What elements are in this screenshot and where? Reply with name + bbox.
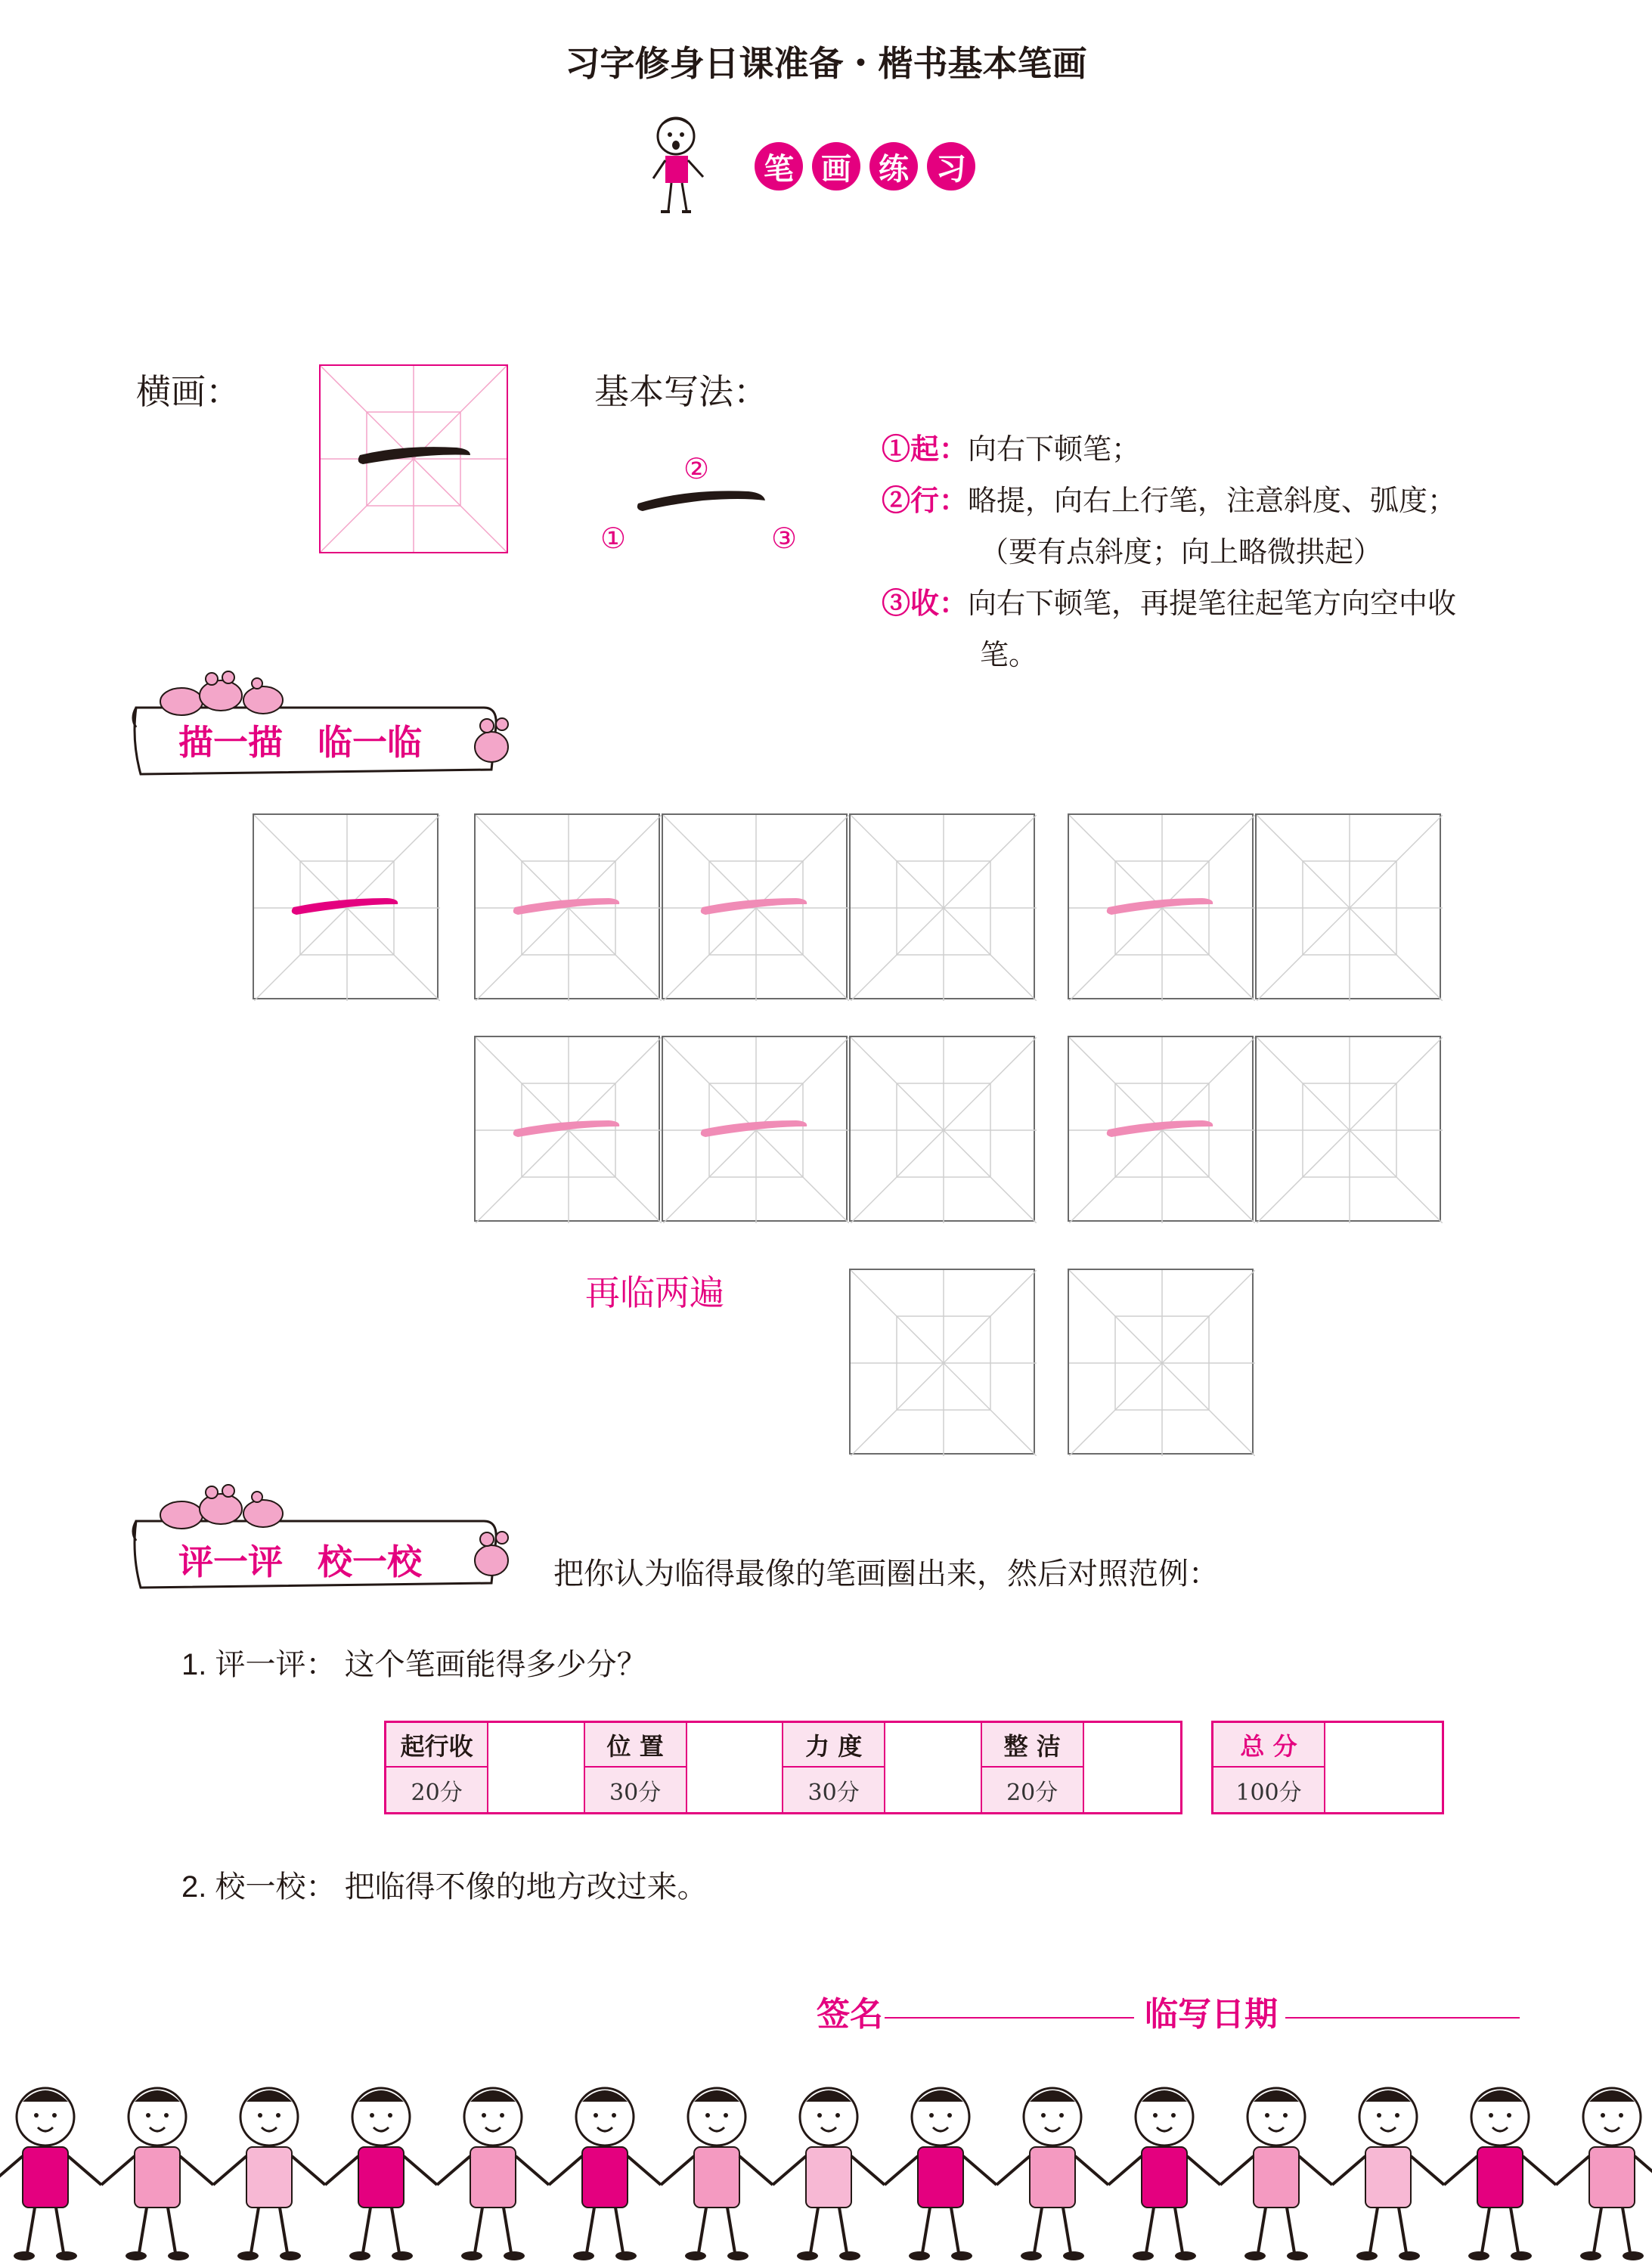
- section-title-evaluate: 评一评 校一校: [178, 1541, 422, 1582]
- score-criterion: 起行收 20分: [386, 1723, 488, 1812]
- tian-grid: [1069, 1037, 1255, 1223]
- tian-grid: [851, 1037, 1037, 1223]
- step-line: ③收：向右下顿笔，再提笔往起笔方向空中收: [882, 586, 1457, 620]
- step-line: ①起：向右下顿笔；: [882, 432, 1141, 466]
- method-label: 基本写法：: [594, 372, 768, 411]
- badge-char: 习: [927, 142, 975, 191]
- child-figure-icon: [213, 2088, 325, 2260]
- practice-box-trace[interactable]: [474, 1036, 660, 1222]
- section-badge: [755, 142, 975, 191]
- practice-box-solid[interactable]: [253, 813, 439, 999]
- horizontal-stroke-guide: [1107, 1120, 1213, 1137]
- tian-grid: [476, 1037, 662, 1223]
- step-line: （要有点斜度；向上略微拱起）: [980, 535, 1383, 569]
- document-title: 习字修身日课准备・楷书基本笔画: [565, 43, 1087, 84]
- tian-grid: [1069, 1270, 1255, 1456]
- score-input-cell[interactable]: [687, 1723, 783, 1812]
- child-figure-icon: [1444, 2088, 1556, 2260]
- horizontal-stroke-example: [358, 447, 470, 464]
- tian-grid: [1257, 815, 1443, 1001]
- section-title-trace: 描一描 临一临: [178, 722, 422, 763]
- child-figure-icon: [437, 2088, 549, 2260]
- practice-box-trace[interactable]: [662, 813, 848, 999]
- practice-box-trace[interactable]: [474, 813, 660, 999]
- stroke-marker-end: ③: [771, 523, 798, 555]
- stroke-label: 横画：: [136, 372, 240, 411]
- horizontal-stroke-guide: [513, 898, 619, 915]
- practice-box-trace[interactable]: [1068, 1036, 1254, 1222]
- practice-again-label: 再临两遍: [585, 1273, 724, 1312]
- children-border-decoration: [0, 2071, 1652, 2268]
- tian-grid: [663, 1037, 849, 1223]
- horizontal-stroke-guide: [1107, 898, 1213, 915]
- example-grid-box: [319, 364, 508, 553]
- tian-grid: [254, 815, 440, 1001]
- child-figure-icon: [101, 2088, 213, 2260]
- tian-grid: [851, 1270, 1037, 1456]
- practice-box-empty[interactable]: [1255, 813, 1441, 999]
- practice-box-empty[interactable]: [849, 1036, 1035, 1222]
- child-figure-icon: [549, 2088, 661, 2260]
- child-figure-icon: [773, 2088, 885, 2260]
- sign-label: 签名: [817, 1995, 883, 2034]
- child-figure-icon: [996, 2088, 1108, 2260]
- date-field[interactable]: [1285, 2017, 1520, 2019]
- practice-box-trace[interactable]: [1068, 813, 1254, 999]
- tian-grid: [1257, 1037, 1443, 1223]
- child-figure-icon: [1108, 2088, 1220, 2260]
- total-score-table: [1211, 1721, 1444, 1814]
- practice-box-empty[interactable]: [849, 813, 1035, 999]
- question-evaluate: 1. 评一评： 这个笔画能得多少分？: [181, 1648, 647, 1681]
- horizontal-stroke-guide: [701, 898, 807, 915]
- practice-box-empty[interactable]: [849, 1269, 1035, 1455]
- badge-char: 练: [869, 142, 918, 191]
- tian-grid: [663, 815, 849, 1001]
- horizontal-stroke-guide: [292, 898, 398, 915]
- badge-char: 画: [812, 142, 860, 191]
- score-criterion: 整 洁 20分: [982, 1723, 1084, 1812]
- total-input-cell[interactable]: [1325, 1723, 1442, 1812]
- score-table: [384, 1721, 1182, 1814]
- child-figure-icon: [0, 2088, 101, 2260]
- stroke-steps: [882, 423, 1532, 680]
- step-line: 笔。: [980, 638, 1038, 671]
- total-criterion: 总 分 100分: [1213, 1723, 1325, 1812]
- tian-grid: [1069, 815, 1255, 1001]
- example-grid-lines: [321, 366, 507, 552]
- score-input-cell[interactable]: [885, 1723, 981, 1812]
- practice-box-empty[interactable]: [1068, 1269, 1254, 1455]
- practice-box-trace[interactable]: [662, 1036, 848, 1222]
- child-figure-icon: [1556, 2088, 1652, 2260]
- child-figure-icon: [885, 2088, 996, 2260]
- badge-char: 笔: [755, 142, 803, 191]
- question-correct: 2. 校一校： 把临得不像的地方改过来。: [181, 1870, 708, 1904]
- child-figure-icon: [325, 2088, 437, 2260]
- child-figure-icon: [1220, 2088, 1332, 2260]
- score-criterion: 位 置 30分: [585, 1723, 687, 1812]
- child-mascot-icon: [643, 112, 712, 218]
- child-figure-icon: [1332, 2088, 1444, 2260]
- sign-field[interactable]: [885, 2017, 1134, 2019]
- horizontal-stroke-guide: [701, 1120, 807, 1137]
- score-input-cell[interactable]: [1084, 1723, 1180, 1812]
- evaluate-instruction: 把你认为临得最像的笔画圈出来，然后对照范例：: [553, 1557, 1219, 1591]
- date-label: 临写日期: [1145, 1995, 1278, 2034]
- stroke-marker-start: ①: [600, 523, 627, 555]
- practice-box-empty[interactable]: [1255, 1036, 1441, 1222]
- score-criterion: 力 度 30分: [783, 1723, 885, 1812]
- stroke-marker-middle: ②: [683, 454, 710, 485]
- tian-grid: [476, 815, 662, 1001]
- tian-grid: [851, 815, 1037, 1001]
- step-line: ②行：略提，向右上行笔，注意斜度、弧度；: [882, 483, 1457, 517]
- horizontal-stroke-guide: [513, 1120, 619, 1137]
- score-input-cell[interactable]: [488, 1723, 584, 1812]
- child-figure-icon: [661, 2088, 773, 2260]
